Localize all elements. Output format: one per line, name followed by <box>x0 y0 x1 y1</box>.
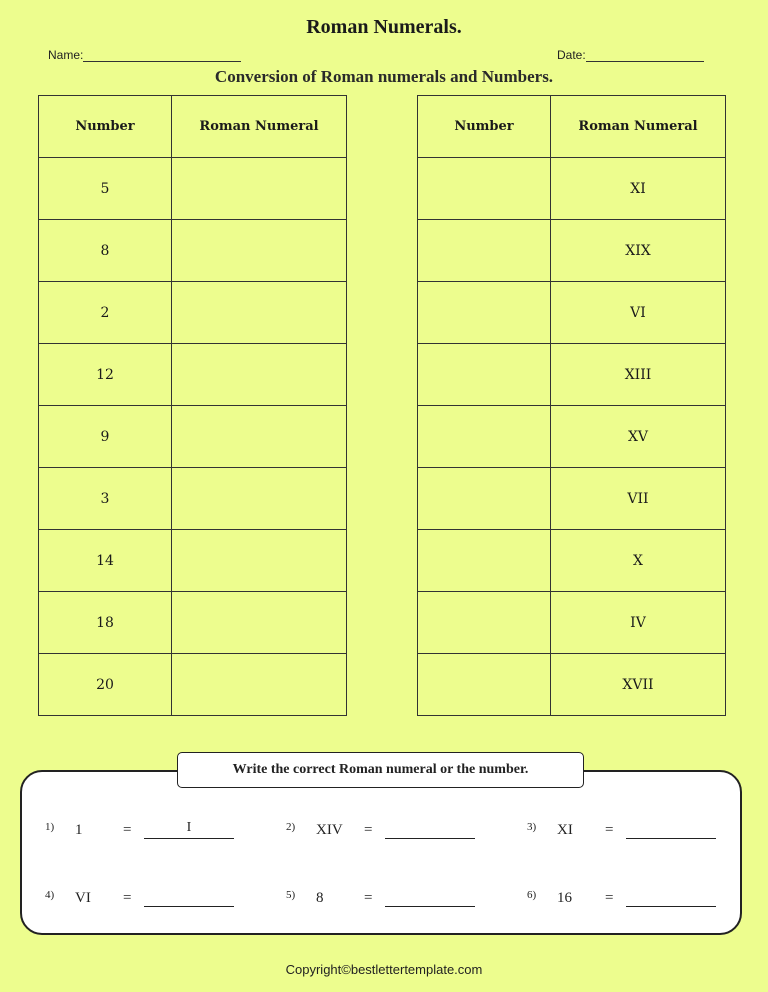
roman-answer-cell[interactable] <box>172 344 347 406</box>
equals-sign: = <box>605 822 614 838</box>
table-row <box>418 158 726 220</box>
table-row <box>39 654 347 716</box>
roman-answer-cell[interactable] <box>172 592 347 654</box>
table-row <box>418 344 726 406</box>
table-row <box>418 220 726 282</box>
number-cell: 9 <box>39 406 172 468</box>
number-cell: 18 <box>39 592 172 654</box>
table-header-row <box>39 96 347 158</box>
table-header-row <box>418 96 726 158</box>
table-row <box>39 158 347 220</box>
copyright-footer: Copyright©bestlettertemplate.com <box>285 962 483 977</box>
number-cell: 5 <box>39 158 172 220</box>
answer-line[interactable] <box>385 820 475 839</box>
question-value: 1 <box>75 822 83 838</box>
roman-cell: XV <box>551 406 726 468</box>
equals-sign: = <box>364 822 373 838</box>
question-4 <box>45 888 234 907</box>
question-3 <box>527 820 716 839</box>
column-header-number: Number <box>418 96 551 158</box>
question-value: XI <box>557 822 573 838</box>
roman-answer-cell[interactable] <box>172 654 347 716</box>
question-index: 1) <box>45 821 55 833</box>
question-5 <box>286 888 475 907</box>
question-6 <box>527 888 716 907</box>
equals-sign: = <box>123 890 132 906</box>
roman-answer-cell[interactable] <box>172 406 347 468</box>
roman-cell: VII <box>551 468 726 530</box>
table-row <box>39 530 347 592</box>
column-header-roman: Roman Numeral <box>172 96 347 158</box>
exercise-box <box>20 770 742 935</box>
question-index: 2) <box>286 821 296 833</box>
question-1 <box>45 820 234 839</box>
roman-answer-cell[interactable] <box>172 468 347 530</box>
question-index: 6) <box>527 889 537 901</box>
roman-answer-cell[interactable] <box>172 220 347 282</box>
answer-line[interactable] <box>385 888 475 907</box>
roman-cell: XIX <box>551 220 726 282</box>
equals-sign: = <box>605 890 614 906</box>
question-2 <box>286 820 475 839</box>
table-row <box>418 282 726 344</box>
name-field[interactable] <box>48 47 241 62</box>
roman-cell: XIII <box>551 344 726 406</box>
name-input-line[interactable] <box>83 47 241 62</box>
question-value: XIV <box>316 822 343 838</box>
number-cell: 14 <box>39 530 172 592</box>
table-row <box>39 592 347 654</box>
roman-answer-cell[interactable] <box>172 282 347 344</box>
date-label: Date: <box>557 48 586 62</box>
roman-to-number-table <box>417 95 726 716</box>
date-input-line[interactable] <box>586 47 704 62</box>
question-value: 16 <box>557 890 572 906</box>
date-field[interactable] <box>557 47 704 62</box>
table-row <box>39 468 347 530</box>
number-answer-cell[interactable] <box>418 592 551 654</box>
table-row <box>39 344 347 406</box>
answer-line[interactable]: I <box>144 820 234 839</box>
roman-cell: IV <box>551 592 726 654</box>
number-cell: 3 <box>39 468 172 530</box>
table-row <box>418 592 726 654</box>
answer-line[interactable] <box>144 888 234 907</box>
number-answer-cell[interactable] <box>418 220 551 282</box>
column-header-roman: Roman Numeral <box>551 96 726 158</box>
number-answer-cell[interactable] <box>418 530 551 592</box>
table-row <box>418 530 726 592</box>
answer-line[interactable] <box>626 888 716 907</box>
roman-cell: X <box>551 530 726 592</box>
equals-sign: = <box>364 890 373 906</box>
number-answer-cell[interactable] <box>418 654 551 716</box>
question-value: 8 <box>316 890 324 906</box>
answer-line[interactable] <box>626 820 716 839</box>
roman-cell: VI <box>551 282 726 344</box>
question-index: 5) <box>286 889 296 901</box>
table-row <box>418 654 726 716</box>
number-cell: 20 <box>39 654 172 716</box>
roman-cell: XI <box>551 158 726 220</box>
table-row <box>39 406 347 468</box>
question-value: VI <box>75 890 91 906</box>
name-label: Name: <box>48 48 84 62</box>
table-row <box>39 282 347 344</box>
number-cell: 2 <box>39 282 172 344</box>
number-answer-cell[interactable] <box>418 158 551 220</box>
table-row <box>418 468 726 530</box>
question-index: 3) <box>527 821 537 833</box>
number-answer-cell[interactable] <box>418 344 551 406</box>
roman-answer-cell[interactable] <box>172 158 347 220</box>
number-answer-cell[interactable] <box>418 282 551 344</box>
section-subtitle: Conversion of Roman numerals and Numbers. <box>214 67 554 86</box>
column-header-number: Number <box>39 96 172 158</box>
number-cell: 12 <box>39 344 172 406</box>
worksheet-title: Roman Numerals. <box>306 16 462 38</box>
table-row <box>418 406 726 468</box>
equals-sign: = <box>123 822 132 838</box>
roman-answer-cell[interactable] <box>172 530 347 592</box>
exercise-instructions: Write the correct Roman numeral or the number. <box>177 752 584 788</box>
number-to-roman-table <box>38 95 347 716</box>
table-row <box>39 220 347 282</box>
number-answer-cell[interactable] <box>418 406 551 468</box>
question-index: 4) <box>45 889 55 901</box>
roman-cell: XVII <box>551 654 726 716</box>
number-cell: 8 <box>39 220 172 282</box>
number-answer-cell[interactable] <box>418 468 551 530</box>
